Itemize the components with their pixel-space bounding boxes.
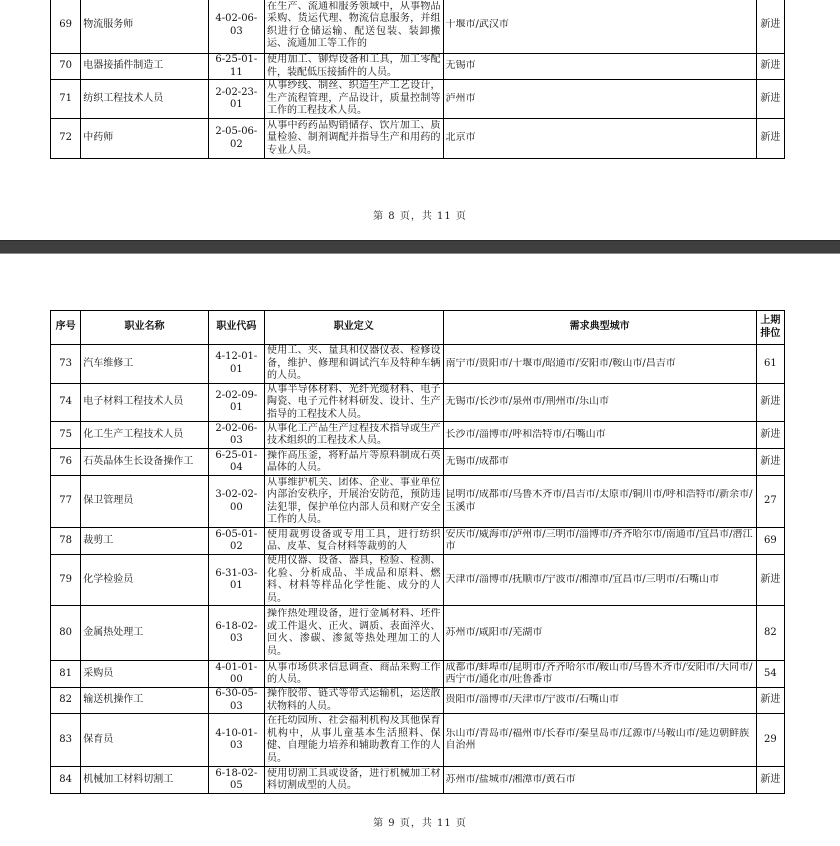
table-row xyxy=(51,449,785,476)
pdf-page-8 xyxy=(0,0,840,240)
demand-cities-text: 无锡市/长沙市/泉州市/荆州市/乐山市 xyxy=(445,396,610,407)
previous-rank: 新进 xyxy=(756,54,784,80)
occupation-definition-text: 从事纱线、制丝、织造生产工艺设计，生产流程管理，产品设计，质量控制等工作的工程技术人员。 xyxy=(267,80,441,117)
row-number: 82 xyxy=(51,688,81,714)
demand-cities-text: 泸州市 xyxy=(445,92,476,104)
page-separator xyxy=(0,240,840,254)
row-number: 76 xyxy=(51,449,81,476)
occupation-name: 采购员 xyxy=(81,661,208,688)
row-number: 80 xyxy=(51,606,81,661)
demand-cities xyxy=(443,528,756,555)
occupation-name: 保育员 xyxy=(81,714,208,767)
occupation-definition-text: 从事市场供求信息调查、商品采购工作的人员。 xyxy=(267,661,441,685)
occupation-code: 6-18-02-03 xyxy=(208,606,264,661)
occupation-definition xyxy=(265,555,444,606)
page-footer: 第 8 页，共 11 页 xyxy=(373,211,467,222)
occupation-code: 2-02-06-03 xyxy=(208,422,264,449)
occupation-definition xyxy=(265,422,444,449)
row-number: 79 xyxy=(51,555,81,606)
occupation-code: 6-30-05-03 xyxy=(208,688,264,714)
table-row xyxy=(51,119,785,159)
occupation-definition-text: 操作热处理设备，进行金属材料、坯件或工件退火、正火、调质、表面淬火、回火、渗碳、渗氮等热处理加工的人员。 xyxy=(267,608,441,657)
previous-rank: 新进 xyxy=(756,422,784,449)
occupation-name: 金属热处理工 xyxy=(81,606,208,661)
row-number: 75 xyxy=(51,422,81,449)
header-code: 职业代码 xyxy=(208,311,264,345)
demand-cities xyxy=(443,80,756,119)
occupation-name: 物流服务师 xyxy=(81,0,208,54)
demand-cities-text: 苏州市/盐城市/湘潭市/黄石市 xyxy=(445,773,576,785)
demand-cities-text: 十堰市/武汉市 xyxy=(445,19,509,31)
occupation-code: 4-12-01-01 xyxy=(208,345,264,384)
occupation-code: 6-18-02-05 xyxy=(208,767,264,794)
demand-cities xyxy=(443,0,756,54)
occupation-definition xyxy=(265,661,444,688)
occupation-definition-text: 从事化工产品生产过程技术指导或生产技术组织的工程技术人员。 xyxy=(267,422,441,446)
occupation-definition-text: 使用加工、铆焊设备和工具，加工零配件，装配低压接插件的人员。 xyxy=(267,54,441,78)
table-row xyxy=(51,80,785,119)
demand-cities-text: 南宁市/贵阳市/十堰市/昭通市/安阳市/鞍山市/昌吉市 xyxy=(445,357,676,369)
occupation-definition-text: 使用裁剪设备或专用工具，进行纺织品、皮革、复合材料等裁剪的人 xyxy=(267,528,441,552)
demand-cities xyxy=(443,767,756,794)
table-row xyxy=(51,555,785,606)
occupation-code: 4-02-06-03 xyxy=(208,0,264,54)
previous-rank: 新进 xyxy=(756,688,784,714)
occupation-table-page-8 xyxy=(50,0,785,159)
demand-cities-text: 长沙市/淄博市/呼和浩特市/石嘴山市 xyxy=(445,428,606,440)
occupation-definition xyxy=(265,54,444,80)
occupation-name: 中药师 xyxy=(81,119,208,159)
demand-cities-text: 安庆市/威海市/泸州市/三明市/淄博市/齐齐哈尔市/南通市/宜昌市/潜江市 xyxy=(445,528,753,552)
table-row xyxy=(51,0,785,54)
demand-cities-text: 无锡市/成都市 xyxy=(445,455,509,467)
previous-rank: 61 xyxy=(756,345,784,384)
demand-cities xyxy=(443,476,756,528)
previous-rank: 29 xyxy=(756,714,784,767)
demand-cities xyxy=(443,422,756,449)
occupation-name: 石英晶体生长设备操作工 xyxy=(81,449,208,476)
occupation-name: 电子材料工程技术人员 xyxy=(81,383,208,422)
table-row xyxy=(51,606,785,661)
previous-rank: 54 xyxy=(756,661,784,688)
occupation-definition xyxy=(265,476,444,528)
row-number: 81 xyxy=(51,661,81,688)
table-row xyxy=(51,688,785,714)
table-row xyxy=(51,476,785,528)
occupation-name: 保卫管理员 xyxy=(81,476,208,528)
occupation-code: 2-05-06-02 xyxy=(208,119,264,159)
occupation-code: 6-25-01-11 xyxy=(208,54,264,80)
occupation-name: 机械加工材料切割工 xyxy=(81,767,208,794)
occupation-code: 6-05-01-02 xyxy=(208,528,264,555)
demand-cities-text: 乐山市/青岛市/福州市/长春市/秦皇岛市/辽源市/马鞍山市/延边朝鲜族自治州 xyxy=(445,727,750,751)
demand-cities xyxy=(443,119,756,159)
occupation-definition-text: 使用切割工具或设备，进行机械加工材料切割成型的人员。 xyxy=(267,767,441,791)
occupation-definition xyxy=(265,119,444,159)
header-no: 序号 xyxy=(51,311,81,345)
previous-rank: 新进 xyxy=(756,383,784,422)
table-row xyxy=(51,661,785,688)
occupation-definition-text: 从事维护机关、团体、企业、事业单位内部治安秩序，开展治安防范，预防违法犯罪，保护单位内部人员和财产安全工作的人员。 xyxy=(267,476,441,525)
occupation-name: 化工生产工程技术人员 xyxy=(81,422,208,449)
demand-cities-text: 北京市 xyxy=(445,132,476,144)
header-definition: 职业定义 xyxy=(265,311,444,345)
occupation-definition xyxy=(265,606,444,661)
demand-cities xyxy=(443,714,756,767)
header-name: 职业名称 xyxy=(81,311,208,345)
occupation-definition xyxy=(265,767,444,794)
occupation-definition xyxy=(265,449,444,476)
row-number: 72 xyxy=(51,119,81,159)
demand-cities-text: 苏州市/咸阳市/芜湖市 xyxy=(445,626,543,638)
pdf-page-9 xyxy=(0,254,840,846)
occupation-definition xyxy=(265,80,444,119)
table-row xyxy=(51,528,785,555)
previous-rank: 新进 xyxy=(756,449,784,476)
table-row xyxy=(51,345,785,384)
previous-rank: 新进 xyxy=(756,119,784,159)
occupation-name: 汽车维修工 xyxy=(81,345,208,384)
occupation-definition-text: 在生产、流通和服务领域中，从事物品采购、货运代理、物流信息服务，并组织进行仓储运输、配送包装、装卸搬运、流通加工等工作的 xyxy=(267,0,441,49)
occupation-name: 裁剪工 xyxy=(81,528,208,555)
row-number: 74 xyxy=(51,383,81,422)
occupation-definition-text: 在托幼园所、社会福利机构及其他保育机构中，从事儿童基本生活照料、保健、自理能力培养和辅助教育工作的人员。 xyxy=(267,715,441,764)
row-number: 70 xyxy=(51,54,81,80)
row-number: 77 xyxy=(51,476,81,528)
occupation-definition-text: 从事中药药品购销储存、饮片加工、质量检验、制剂调配并指导生产和用药的专业人员。 xyxy=(267,119,441,156)
row-number: 71 xyxy=(51,80,81,119)
row-number: 69 xyxy=(51,0,81,54)
table-row xyxy=(51,54,785,80)
occupation-definition xyxy=(265,345,444,384)
occupation-code: 4-10-01-03 xyxy=(208,714,264,767)
demand-cities-text: 贵阳市/淄博市/天津市/宁波市/石嘴山市 xyxy=(445,694,620,706)
demand-cities xyxy=(443,555,756,606)
table-header-row xyxy=(51,311,785,345)
table-row xyxy=(51,714,785,767)
page-footer: 第 9 页，共 11 页 xyxy=(373,818,467,829)
row-number: 84 xyxy=(51,767,81,794)
occupation-definition-text: 使用仪器、设备、器具，检验、检测、化验、分析成品、半成品和原料、燃料、材料等样品化学性能、成分的人员。 xyxy=(267,555,441,604)
occupation-definition-text: 操作胶带、链式等带式运输机，运送散状物料的人员。 xyxy=(267,688,441,712)
demand-cities xyxy=(443,54,756,80)
occupation-name: 电器接插件制造工 xyxy=(81,54,208,80)
previous-rank: 新进 xyxy=(756,767,784,794)
previous-rank: 27 xyxy=(756,476,784,528)
occupation-definition xyxy=(265,0,444,54)
occupation-code: 4-01-01-00 xyxy=(208,661,264,688)
table-row xyxy=(51,767,785,794)
occupation-name: 输送机操作工 xyxy=(81,688,208,714)
previous-rank: 82 xyxy=(756,606,784,661)
occupation-code: 6-31-03-01 xyxy=(208,555,264,606)
occupation-code: 6-25-01-04 xyxy=(208,449,264,476)
occupation-definition xyxy=(265,383,444,422)
previous-rank: 新进 xyxy=(756,0,784,54)
occupation-definition xyxy=(265,528,444,555)
occupation-definition-text: 使用工、夹、量具和仪器仪表、检修设备，维护、修理和调试汽车及特种车辆的人员。 xyxy=(267,345,441,381)
occupation-code: 2-02-09-01 xyxy=(208,383,264,422)
table-row xyxy=(51,383,785,422)
demand-cities xyxy=(443,449,756,476)
occupation-name: 化学检验员 xyxy=(81,555,208,606)
occupation-definition-text: 操作高压釜，将籽晶片等原料制成石英晶体的人员。 xyxy=(267,449,441,473)
occupation-definition xyxy=(265,714,444,767)
occupation-code: 3-02-02-00 xyxy=(208,476,264,528)
previous-rank: 新进 xyxy=(756,555,784,606)
demand-cities-text: 成都市/蚌埠市/昆明市/齐齐哈尔市/鞍山市/乌鲁木齐市/安阳市/大同市/西宁市/通化市/吐鲁番市 xyxy=(445,661,753,685)
demand-cities xyxy=(443,688,756,714)
demand-cities xyxy=(443,345,756,384)
demand-cities-text: 天津市/淄博市/抚顺市/宁波市/湘潭市/宜昌市/三明市/石嘴山市 xyxy=(445,573,720,585)
demand-cities xyxy=(443,661,756,688)
row-number: 78 xyxy=(51,528,81,555)
occupation-definition xyxy=(265,688,444,714)
occupation-code: 2-02-23-01 xyxy=(208,80,264,119)
demand-cities xyxy=(443,606,756,661)
header-previous-rank: 上期排位 xyxy=(756,311,784,345)
demand-cities-text: 无锡市 xyxy=(445,60,476,72)
row-number: 73 xyxy=(51,345,81,384)
row-number: 83 xyxy=(51,714,81,767)
occupation-definition-text: 从事半导体材料、光纤光缆材料、电子陶瓷、电子元件材料研发、设计、生产指导的工程技术人员。 xyxy=(267,383,441,420)
occupation-table-page-9 xyxy=(50,310,785,794)
table-row xyxy=(51,422,785,449)
demand-cities-text: 昆明市/成都市/乌鲁木齐市/昌吉市/太原市/铜川市/呼和浩特市/新余市/玉溪市 xyxy=(445,489,753,513)
previous-rank: 69 xyxy=(756,528,784,555)
previous-rank: 新进 xyxy=(756,80,784,119)
occupation-name: 纺织工程技术人员 xyxy=(81,80,208,119)
header-cities: 需求典型城市 xyxy=(443,311,756,345)
demand-cities xyxy=(443,383,756,422)
